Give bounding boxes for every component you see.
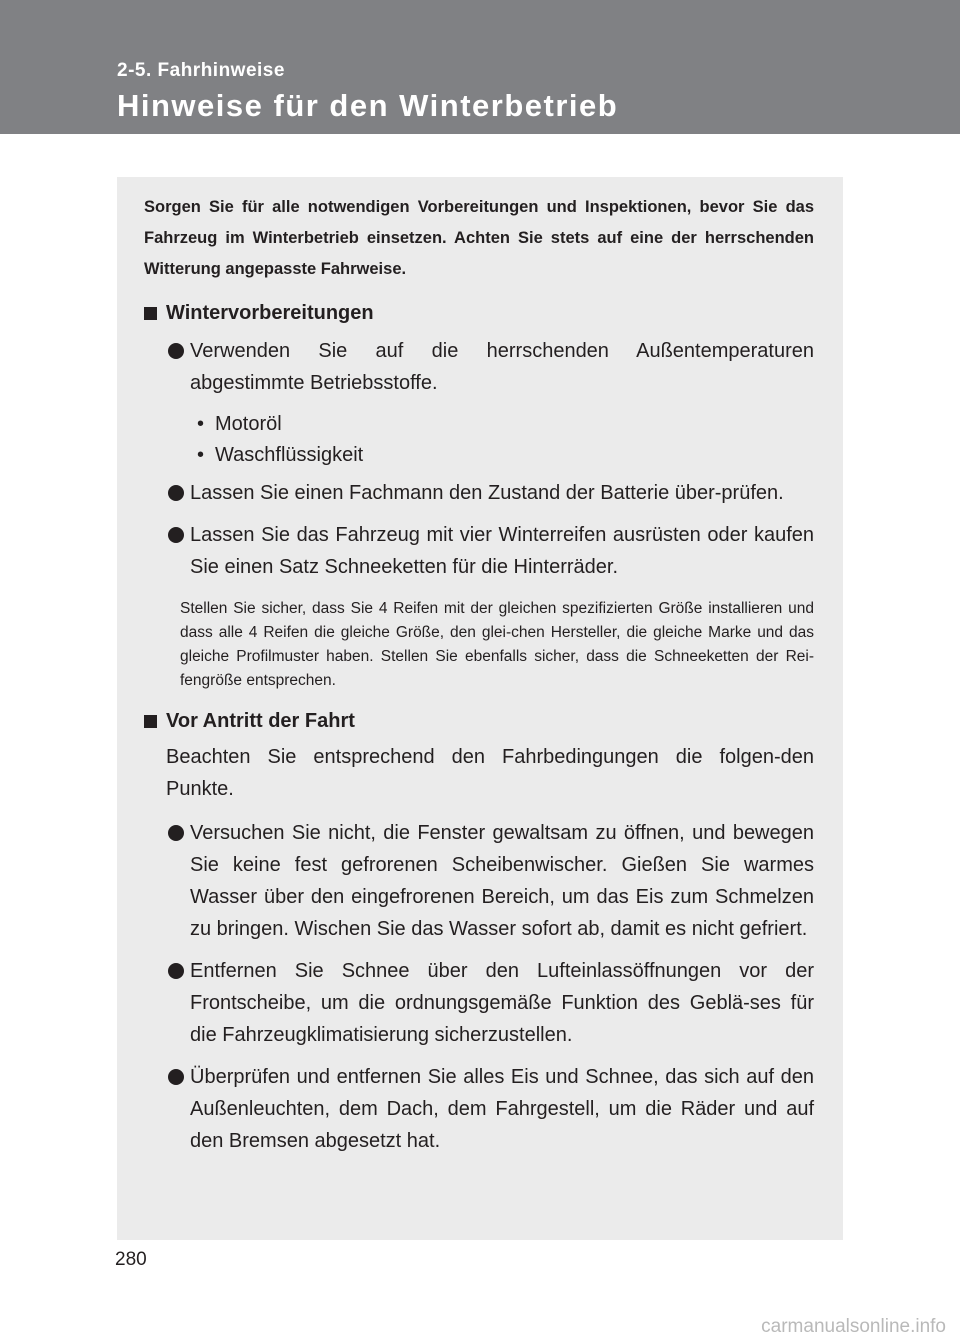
watermark: carmanualsonline.info — [761, 1316, 946, 1337]
round-bullet-icon — [168, 485, 184, 501]
intro-text: Sorgen Sie für alle notwendigen Vorbereitungen und Inspektionen, bevor Sie das Fahrzeug im Winterbetrieb einsetzen. Achten Sie stets auf eine der herrschenden Witterung angepasste Fahrweise. — [144, 198, 814, 278]
section-label: 2-5. Fahrhinweise — [117, 60, 285, 81]
sub-list-item — [144, 409, 814, 440]
section-heading-text: Vor Antritt der Fahrt — [166, 710, 355, 732]
round-bullet-icon — [168, 1069, 184, 1085]
section-heading-before-driving — [144, 705, 814, 737]
small-dot-icon: • — [197, 413, 205, 435]
round-bullet-icon — [168, 825, 184, 841]
small-dot-icon: • — [197, 444, 205, 466]
square-bullet-icon — [144, 715, 157, 728]
bullet-item — [144, 817, 814, 945]
bullet-item — [144, 335, 814, 399]
bullet-text: Versuchen Sie nicht, die Fenster gewaltsam zu öffnen, und bewegen Sie keine fest gefrorenen Scheibenwischer. Gießen Sie warmes Wasser über den eingefrorenen Bereich, um das Eis zum Schmelzen zu bringen. Wischen Sie das Wasser sofort ab, damit es nicht gefriert. — [190, 822, 814, 940]
bullet-item — [144, 955, 814, 1051]
section-heading-winter-preparation — [144, 297, 814, 329]
bullet-text: Lassen Sie das Fahrzeug mit vier Winterreifen ausrüsten oder kaufen Sie einen Satz Schneeketten für die Hinterräder. — [190, 524, 814, 578]
sub-list-text: Waschflüssigkeit — [215, 444, 364, 466]
bullet-text: Lassen Sie einen Fachmann den Zustand der Batterie über-prüfen. — [190, 482, 784, 504]
bullet-text: Entfernen Sie Schnee über den Lufteinlassöffnungen vor der Frontscheibe, um die ordnungsgemäße Funktion des Geblä-ses für die Fahrzeugklimatisierung sicherzustellen. — [190, 960, 814, 1046]
bullet-text: Überprüfen und entfernen Sie alles Eis und Schnee, das sich auf den Außenleuchten, dem Dach, dem Fahrgestell, um die Räder und auf den Bremsen abgesetzt hat. — [190, 1066, 814, 1152]
content-box — [117, 177, 843, 1240]
sub-list-text: Motoröl — [215, 413, 282, 435]
bullet-text: Verwenden Sie auf die herrschenden Außentemperaturen abgestimmte Betriebsstoffe. — [190, 340, 814, 394]
section-body-text: Beachten Sie entsprechend den Fahrbedingungen die folgen-den Punkte. — [166, 746, 814, 800]
page-number: 280 — [115, 1249, 147, 1270]
round-bullet-icon — [168, 527, 184, 543]
section-heading-text: Wintervorbereitungen — [166, 302, 374, 324]
square-bullet-icon — [144, 307, 157, 320]
round-bullet-icon — [168, 343, 184, 359]
sub-list-item — [144, 440, 814, 471]
content-inner — [144, 192, 814, 1157]
bullet-item — [144, 519, 814, 583]
note-text: Stellen Sie sicher, dass Sie 4 Reifen mit der gleichen spezifizierten Größe installieren und dass alle 4 Reifen die gleiche Größe, den glei-chen Hersteller, die gleiche Marke und das gleiche Profilmuster haben. Stellen Sie ebenfalls sicher, dass die Schneeketten der Rei-fengröße entsprechen. — [180, 600, 814, 689]
bullet-item — [144, 1061, 814, 1157]
page-title: Hinweise für den Winterbetrieb — [117, 88, 619, 123]
bullet-item — [144, 477, 814, 509]
round-bullet-icon — [168, 963, 184, 979]
header-band — [0, 0, 960, 134]
